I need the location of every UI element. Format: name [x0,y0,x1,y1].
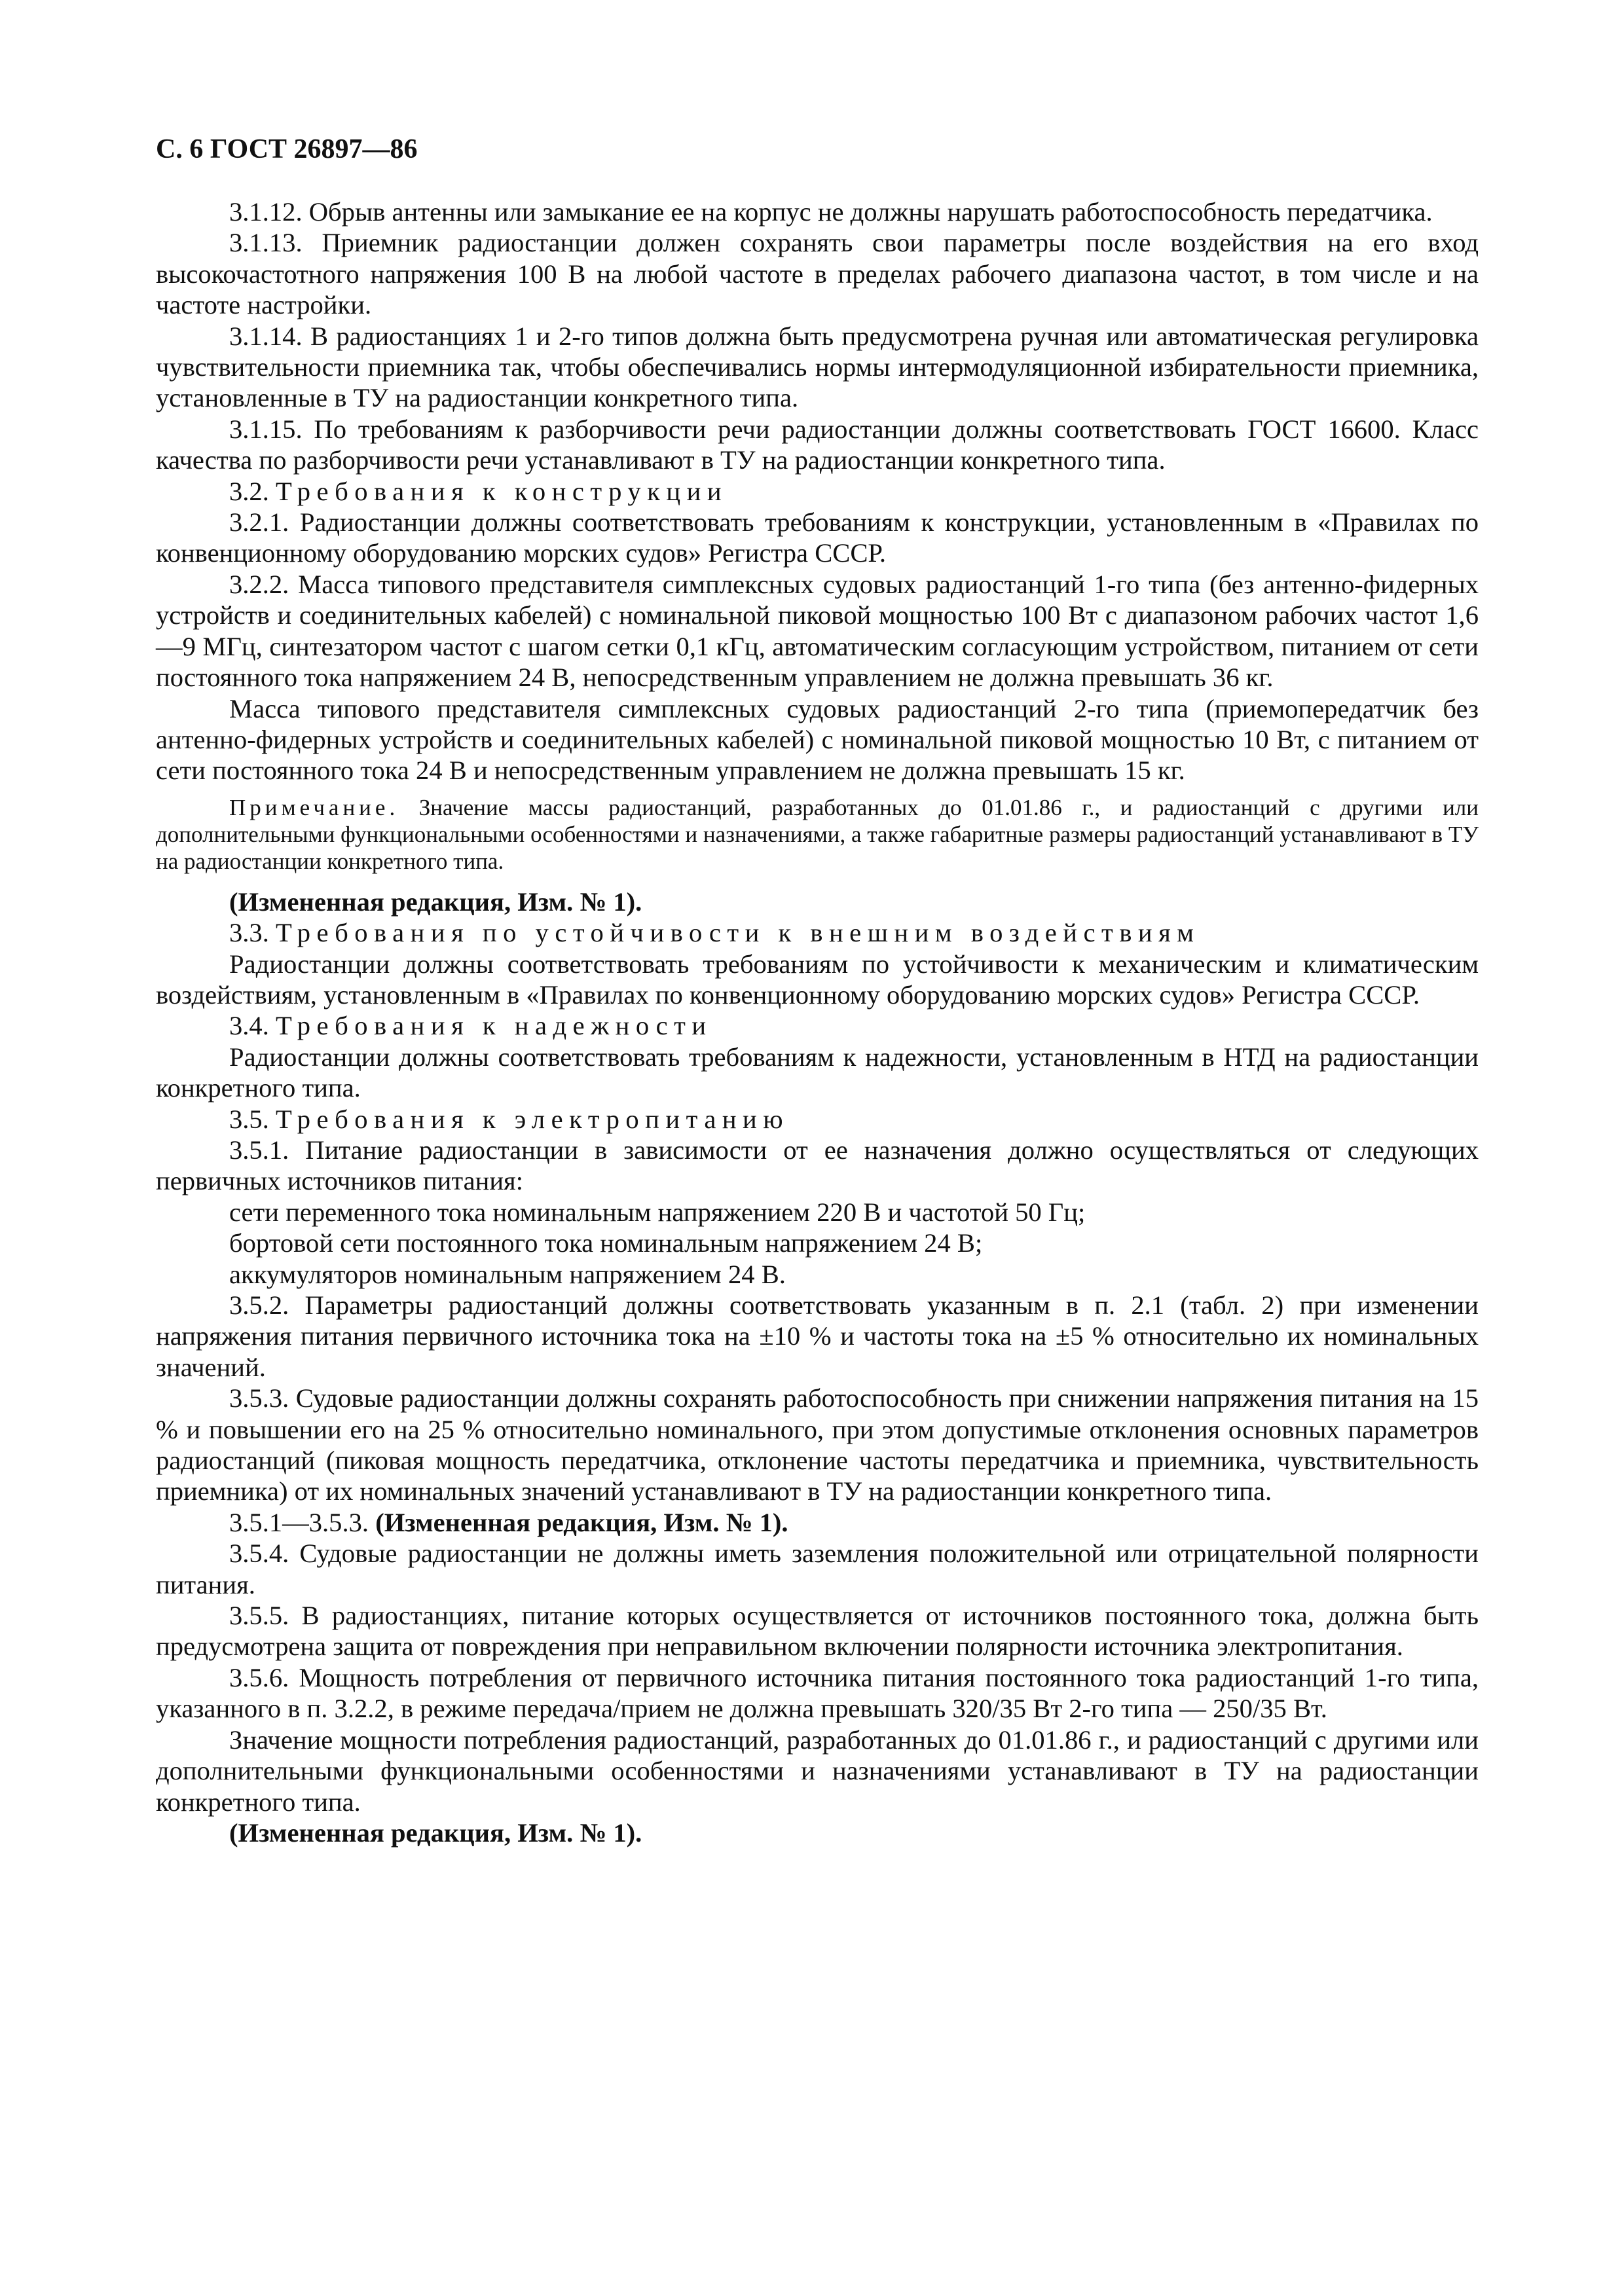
paragraph-3-3: Радиостанции должны соответствовать требованиям по устойчивости к механическим и климатическим воздействиям, установленным в «Правилах по конвенционному оборудованию морских судов» Регистра СССР. [156,949,1479,1010]
paragraph-3-2-2: 3.2.2. Масса типового представителя симплексных судовых радиостанций 1-го типа (без антенно-фидерных устройств и соединительных кабелей) с номинальной пиковой мощностью 100 Вт с диапазоном рабочих частот 1,6—9 МГц, синтезатором частот с шагом сетки 0,1 кГц, автоматическим согласующим устройством, питанием от сети постоянного тока напряжением 24 В, непосредственным управлением не должна превышать 36 кг. [156,569,1479,693]
list-item: сети переменного тока номинальным напряжением 220 В и частотой 50 Гц; [229,1197,1086,1227]
paragraph-3-5-4: 3.5.4. Судовые радиостанции не должны иметь заземления положительной или отрицательной полярности питания. [156,1539,1479,1599]
section-title: Требования к конструкции [276,476,728,506]
note-text: Значение массы радиостанций, разработанных до 01.01.86 г., и радиостанций с другими или дополнительными функциональными особенностями и назначениями, а также габаритные размеры радиостанций устанавливают в ТУ на радиостанции конкретного типа. [156,794,1479,874]
list-item: бортовой сети постоянного тока номинальным напряжением 24 В; [229,1228,983,1258]
section-heading-3-4 [156,1010,1479,1041]
paragraph-3-1-14: 3.1.14. В радиостанциях 1 и 2-го типов должна быть предусмотрена ручная или автоматическая регулировка чувствительности приемника так, чтобы обеспечивались нормы интермодуляционной избирательности приемника, установленные в ТУ на радиостанции конкретного типа. [156,321,1479,413]
paragraph-3-5-6-power: Значение мощности потребления радиостанций, разработанных до 01.01.86 г., и радиостанций с другими или дополнительными функциональными особенностями и назначениями устанавливают в ТУ на радиостанции конкретного типа. [156,1724,1479,1817]
amendment-note: (Измененная редакция, Изм. № 1). [375,1507,788,1537]
section-number: 3.3. [229,918,269,948]
document-page [156,131,1479,1848]
page-header: С. 6 ГОСТ 26897—86 [156,134,418,164]
paragraph-3-1-12: 3.1.12. Обрыв антенны или замыкание ее на корпус не должны нарушать работоспособность передатчика. [229,197,1433,227]
section-number: 3.2. [229,476,269,506]
paragraph-3-2-2-mass: Масса типового представителя симплексных судовых радиостанций 2-го типа (приемопередатчик без антенно-фидерных устройств и соединительных кабелей) с номинальной пиковой мощностью 10 Вт, с питанием от сети постоянного тока 24 В и непосредственным управлением не должна превышать 15 кг. [156,693,1479,786]
note [156,794,1479,875]
paragraph-3-5-1-3-amendment [156,1507,1479,1538]
section-number: 3.4. [229,1011,269,1041]
section-title: Требования к надежности [276,1011,712,1041]
section-number: 3.5. [229,1104,269,1134]
section-title: Требования по устойчивости к внешним воздействиям [276,918,1200,948]
paragraph-3-5-5: 3.5.5. В радиостанциях, питание которых осуществляется от источников постоянного тока, должна быть предусмотрена защита от повреждения при неправильном включении полярности источника электропитания. [156,1601,1479,1662]
section-heading-3-3 [156,917,1479,948]
paragraph-3-5-2: 3.5.2. Параметры радиостанций должны соответствовать указанным в п. 2.1 (табл. 2) при изменении напряжения питания первичного источника тока на ±10 % и частоты тока на ±5 % относительно их номинальных значений. [156,1290,1479,1382]
amendment-note: (Измененная редакция, Изм. № 1). [229,886,642,917]
clause-range: 3.5.1—3.5.3. [229,1507,369,1537]
section-heading-3-5 [156,1104,1479,1135]
paragraph-3-5-1: 3.5.1. Питание радиостанции в зависимости от ее назначения должно осуществляться от следующих первичных источников питания: [156,1135,1479,1196]
paragraph-3-2-1: 3.2.1. Радиостанции должны соответствовать требованиям к конструкции, установленным в «Правилах по конвенционному оборудованию морских судов» Регистра СССР. [156,507,1479,568]
list-item: аккумуляторов номинальным напряжением 24 В. [229,1259,786,1289]
section-title: Требования к электропитанию [276,1104,790,1134]
note-label: Примечание. [229,794,399,820]
section-heading-3-2 [156,476,1479,507]
paragraph-3-5-3: 3.5.3. Судовые радиостанции должны сохранять работоспособность при снижении напряжения питания на 15 % и повышении его на 25 % относительно номинального, при этом допустимые отклонения основных параметров радиостанций (пиковая мощность передатчика, отклонение частоты передатчика и приемника, чувствительность приемника) от их номинальных значений устанавливают в ТУ на радиостанции конкретного типа. [156,1383,1479,1506]
paragraph-3-1-13: 3.1.13. Приемник радиостанции должен сохранять свои параметры после воздействия на его вход высокочастотного напряжения 100 В на любой частоте в пределах рабочего диапазона частот, в том числе и на частоте настройки. [156,228,1479,320]
paragraph-3-5-6: 3.5.6. Мощность потребления от первичного источника питания постоянного тока радиостанций 1-го типа, указанного в п. 3.2.2, в режиме передача/прием не должна превышать 320/35 Вт 2-го типа — 250/35 Вт. [156,1662,1479,1724]
paragraph-3-4: Радиостанции должны соответствовать требованиям к надежности, установленным в НТД на радиостанции конкретного типа. [156,1042,1479,1103]
paragraph-3-1-15: 3.1.15. По требованиям к разборчивости речи радиостанции должны соответствовать ГОСТ 16600. Класс качества по разборчивости речи устанавливают в ТУ на радиостанции конкретного типа. [156,414,1479,475]
amendment-note: (Измененная редакция, Изм. № 1). [229,1817,642,1848]
